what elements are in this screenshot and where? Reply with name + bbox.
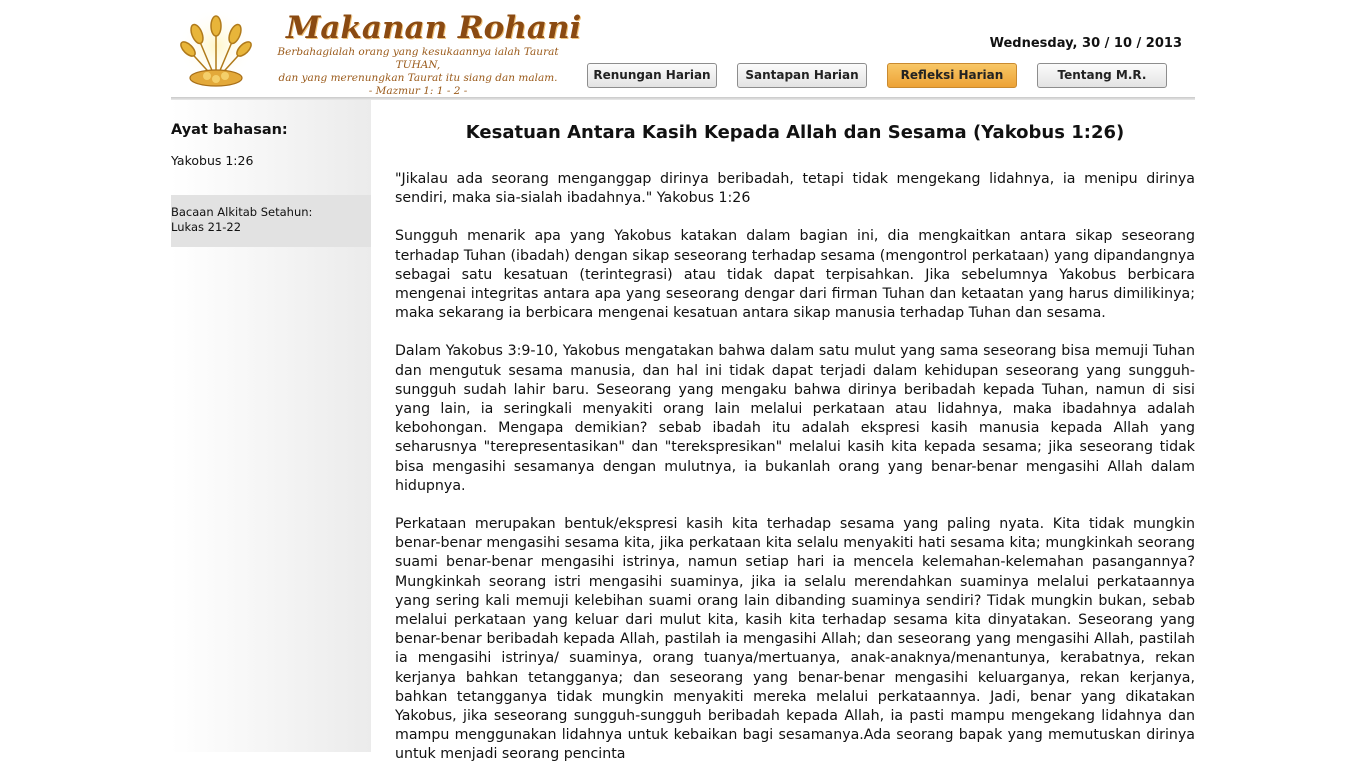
yearly-reading-label: Bacaan Alkitab Setahun: — [171, 205, 313, 219]
quote-line-2: dan yang merenungkan Taurat itu siang dan malam. — [278, 72, 558, 84]
yearly-reading-box — [171, 195, 371, 247]
quote-line-1: Berbahagialah orang yang kesukaannya ialah Taurat TUHAN, — [277, 46, 559, 71]
nav-renungan-harian-button[interactable]: Renungan Harian — [587, 63, 717, 88]
article-body — [395, 170, 1195, 784]
article-paragraph: Dalam Yakobus 3:9-10, Yakobus mengatakan bahwa dalam satu mulut yang sama seseorang bisa memuji Tuhan dan mengutuk sesama manusia, dan hal ini tidak dapat terjadi dalam kehidupan seseorang yang sungguh-sungguh sudah lahir baru. Seseorang yang mengaku bahwa dirinya beribadah kepada Tuhan, namun di sisi yang lain, ia seringkali menyakiti orang lain melalui perkataan atau lidahnya, maka ibadahnya adalah kebohongan. Mengapa demikian? sebab ibadah itu adalah ekspresi kasih manusia kepada Allah yang seharusnya "terepresentasikan" dan "terekspresikan" melalui kasih kita kepada sesama; jika seseorang tidak bisa mengasihi sesamanya dengan mulutnya, ia bukanlah orang yang benar-benar mengasihi Allah dalam hidupnya. — [395, 343, 1195, 494]
verse-heading: Ayat bahasan: — [171, 122, 288, 138]
article-paragraph: Sungguh menarik apa yang Yakobus katakan dalam bagian ini, dia mengkaitkan antara sikap seseorang terhadap Tuhan (ibadah) dengan sikap seseorang terhadap sesama (mengontrol perkataan) yang dipandangnya sebagai satu kesatuan (terintegrasi) atau tidak dapat terpisahkan. Jika sebelumnya Yakobus berbicara mengenai integritas antara apa yang seseorang dengar dari firman Tuhan dan ketaatan yang harus dimilikinya; maka sekarang ia berbicara mengenai kesatuan antara sikap manusia terhadap Tuhan dan sesama. — [395, 228, 1195, 322]
article-paragraph: Perkataan merupakan bentuk/ekspresi kasih kita terhadap sesama yang paling nyata. Kita tidak mungkin benar-benar mengasihi sesama kita, jika perkataan kita selalu menyakiti hati sesama kita; mungkinkah seorang suami benar-benar mengasihi istrinya, namun setiap hari ia mencela kelemahan-kelemahan pasangannya? Mungkinkah seorang istri mengasihi suaminya, jika ia selalu merendahkan suaminya melalui perkataannya yang sering kali memuji kelebihan suami orang lain dibanding suaminya sendiri? Tidak mungkin bukan, sebab melalui perkataan yang keluar dari mulut kita, kasih kita terhadap sesama kita dinyatakan. Seseorang yang benar-benar beribadah kepada Allah, pastilah ia mengasihi Allah; dan seseorang yang mengasihi Allah, pastilah ia mengasihi istrinya/ suaminya, orang tuanya/mertuanya, anak-anaknya/menantunya, kerabatnya, rekan kerjanya bahkan tetangganya; dan seseorang yang benar-benar mengasihi keluarganya, rekan kerjanya, bahkan tetangganya tidak mungkin menyakiti mereka melalui perkataannya. Jadi, benar yang dikatakan Yakobus, jika seseorang sungguh-sungguh beribadah kepada Allah, ia pasti mampu mengekang lidahnya dan mampu menggunakan lidahnya untuk kebaikan bagi sesamanya.Ada seorang bapak yang memutuskan dirinya untuk menjadi seorang pencinta — [395, 516, 1195, 763]
verse-reference: Yakobus 1:26 — [171, 153, 254, 168]
yearly-reading-value: Lukas 21-22 — [171, 220, 242, 234]
nav-santapan-harian-button[interactable]: Santapan Harian — [737, 63, 867, 88]
current-date: Wednesday, 30 / 10 / 2013 — [989, 36, 1182, 51]
article-content[interactable] — [395, 100, 1195, 763]
article-paragraph: "Jikalau ada seorang menganggap dirinya beribadah, tetapi tidak mengekang lidahnya, ia menipu dirinya sendiri, maka sia-sialah ibadahnya." Yakobus 1:26 — [395, 171, 1195, 207]
nav-tentang-mr-button[interactable]: Tentang M.R. — [1037, 63, 1167, 88]
sidebar — [171, 100, 371, 752]
nav-refleksi-harian-button[interactable]: Refleksi Harian — [887, 63, 1017, 88]
brand-quote — [268, 46, 568, 98]
quote-reference: - Mazmur 1: 1 - 2 - — [368, 85, 468, 97]
header — [171, 0, 1195, 100]
brand-title: Makanan Rohani — [286, 10, 582, 46]
article-title: Kesatuan Antara Kasih Kepada Allah dan Sesama (Yakobus 1:26) — [465, 122, 1125, 143]
wheat-logo-icon — [175, 8, 257, 88]
